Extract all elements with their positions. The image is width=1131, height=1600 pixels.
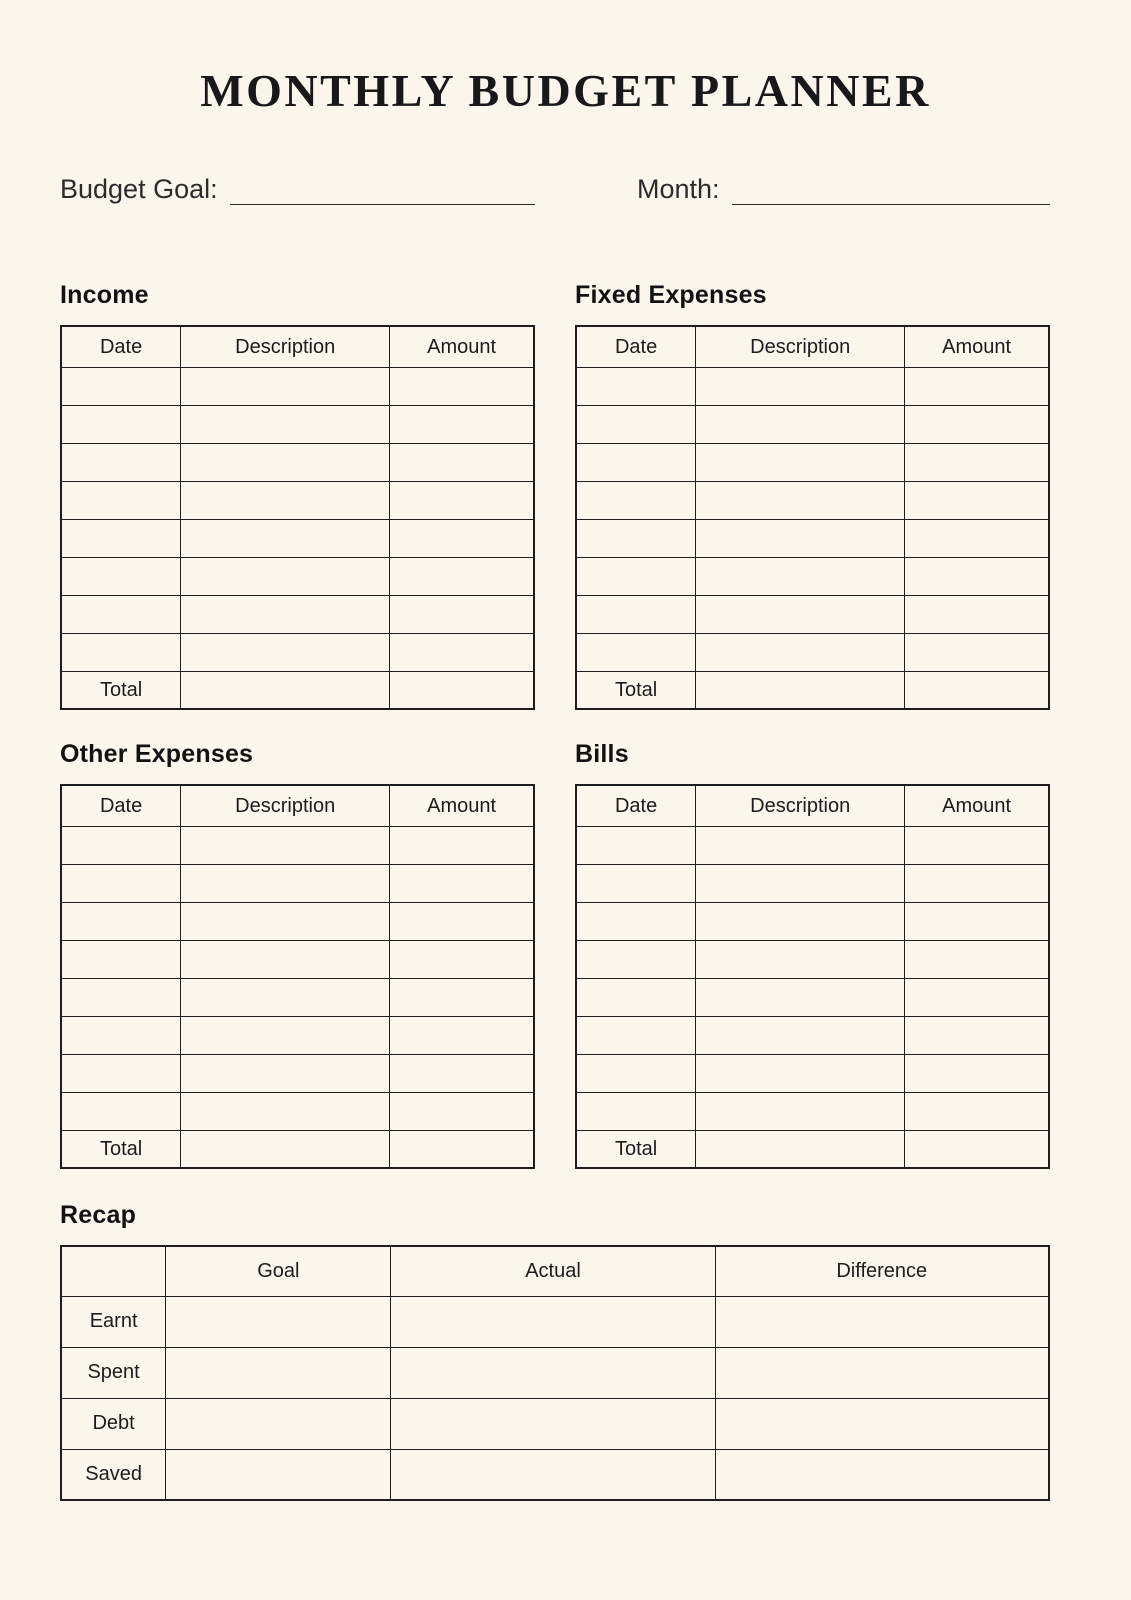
table-row xyxy=(576,1054,1049,1092)
empty-cell[interactable] xyxy=(905,864,1049,902)
column-header: Amount xyxy=(905,326,1049,367)
total-row xyxy=(61,1130,534,1168)
other-expenses-section xyxy=(60,740,535,1169)
row-label: Saved xyxy=(61,1449,166,1500)
empty-cell[interactable] xyxy=(390,633,534,671)
empty-cell[interactable] xyxy=(390,1092,534,1130)
header-row xyxy=(61,326,534,367)
empty-cell[interactable] xyxy=(905,367,1049,405)
empty-cell[interactable] xyxy=(390,826,534,864)
empty-cell[interactable] xyxy=(696,367,905,405)
empty-cell[interactable] xyxy=(166,1347,391,1398)
column-header: Date xyxy=(61,785,181,826)
empty-cell[interactable] xyxy=(696,519,905,557)
empty-cell[interactable] xyxy=(181,443,390,481)
empty-cell[interactable] xyxy=(181,481,390,519)
empty-cell[interactable] xyxy=(61,940,181,978)
empty-cell[interactable] xyxy=(61,443,181,481)
table-row xyxy=(576,864,1049,902)
table-row xyxy=(61,443,534,481)
empty-cell[interactable] xyxy=(390,902,534,940)
total-cell[interactable] xyxy=(181,671,390,709)
empty-cell[interactable] xyxy=(390,864,534,902)
table-row xyxy=(61,940,534,978)
table-row xyxy=(576,595,1049,633)
column-header: Goal xyxy=(166,1246,391,1296)
empty-cell[interactable] xyxy=(61,902,181,940)
row-label: Debt xyxy=(61,1398,166,1449)
empty-cell[interactable] xyxy=(905,519,1049,557)
empty-cell[interactable] xyxy=(61,864,181,902)
empty-cell[interactable] xyxy=(181,1016,390,1054)
header-row xyxy=(61,785,534,826)
empty-cell[interactable] xyxy=(905,595,1049,633)
table-row xyxy=(61,595,534,633)
empty-cell[interactable] xyxy=(166,1449,391,1500)
empty-cell[interactable] xyxy=(181,633,390,671)
empty-cell[interactable] xyxy=(61,519,181,557)
empty-cell[interactable] xyxy=(696,443,905,481)
month-input-line[interactable] xyxy=(732,173,1050,205)
empty-cell[interactable] xyxy=(61,978,181,1016)
income-heading: Income xyxy=(60,281,149,310)
empty-cell[interactable] xyxy=(715,1347,1049,1398)
empty-cell[interactable] xyxy=(696,826,905,864)
empty-cell[interactable] xyxy=(905,557,1049,595)
budget-goal-field xyxy=(60,173,535,205)
empty-cell[interactable] xyxy=(576,826,696,864)
empty-cell[interactable] xyxy=(390,1054,534,1092)
total-label: Total xyxy=(576,1130,696,1168)
table-row xyxy=(576,481,1049,519)
empty-cell[interactable] xyxy=(576,519,696,557)
empty-cell[interactable] xyxy=(181,940,390,978)
empty-cell[interactable] xyxy=(576,633,696,671)
table-row xyxy=(576,902,1049,940)
empty-cell[interactable] xyxy=(576,557,696,595)
table-row xyxy=(61,1296,1049,1347)
empty-cell[interactable] xyxy=(696,940,905,978)
empty-cell[interactable] xyxy=(61,367,181,405)
empty-cell[interactable] xyxy=(181,519,390,557)
column-header: Description xyxy=(181,326,390,367)
recap-section xyxy=(60,1201,1050,1501)
empty-cell[interactable] xyxy=(390,443,534,481)
total-cell[interactable] xyxy=(905,1130,1049,1168)
page-title: MONTHLY BUDGET PLANNER xyxy=(200,65,931,116)
empty-cell[interactable] xyxy=(61,557,181,595)
total-cell[interactable] xyxy=(696,671,905,709)
header-row xyxy=(61,1246,1049,1296)
header-row xyxy=(576,326,1049,367)
empty-cell[interactable] xyxy=(391,1347,715,1398)
empty-cell[interactable] xyxy=(905,978,1049,1016)
table-row xyxy=(576,443,1049,481)
total-label: Total xyxy=(61,1130,181,1168)
empty-cell[interactable] xyxy=(576,902,696,940)
empty-cell[interactable] xyxy=(166,1398,391,1449)
empty-cell[interactable] xyxy=(696,902,905,940)
month-label: Month: xyxy=(637,174,720,204)
empty-cell[interactable] xyxy=(61,1054,181,1092)
empty-cell[interactable] xyxy=(696,405,905,443)
empty-cell[interactable] xyxy=(576,940,696,978)
table-row xyxy=(61,1054,534,1092)
empty-cell[interactable] xyxy=(715,1449,1049,1500)
empty-cell[interactable] xyxy=(715,1398,1049,1449)
empty-cell[interactable] xyxy=(696,633,905,671)
table-row xyxy=(61,1016,534,1054)
fixed-expenses-table xyxy=(575,325,1050,710)
empty-cell[interactable] xyxy=(905,902,1049,940)
bills-heading: Bills xyxy=(575,740,629,769)
bills-table xyxy=(575,784,1050,1169)
empty-cell[interactable] xyxy=(390,595,534,633)
empty-cell[interactable] xyxy=(576,1016,696,1054)
table-row xyxy=(576,367,1049,405)
empty-cell[interactable] xyxy=(61,1092,181,1130)
total-cell[interactable] xyxy=(181,1130,390,1168)
column-header: Actual xyxy=(391,1246,715,1296)
total-label: Total xyxy=(61,671,181,709)
empty-cell[interactable] xyxy=(576,864,696,902)
empty-cell[interactable] xyxy=(390,367,534,405)
empty-cell[interactable] xyxy=(905,633,1049,671)
table-row xyxy=(576,633,1049,671)
table-row xyxy=(61,557,534,595)
empty-cell[interactable] xyxy=(181,595,390,633)
total-cell[interactable] xyxy=(390,671,534,709)
empty-cell[interactable] xyxy=(390,978,534,1016)
empty-cell[interactable] xyxy=(390,481,534,519)
column-header: Difference xyxy=(715,1246,1049,1296)
other-expenses-table xyxy=(60,784,535,1169)
empty-cell[interactable] xyxy=(166,1296,391,1347)
column-header xyxy=(61,1246,166,1296)
empty-cell[interactable] xyxy=(61,1016,181,1054)
recap-heading: Recap xyxy=(60,1201,137,1230)
empty-cell[interactable] xyxy=(576,1054,696,1092)
table-row xyxy=(61,826,534,864)
empty-cell[interactable] xyxy=(715,1296,1049,1347)
empty-cell[interactable] xyxy=(390,940,534,978)
empty-cell[interactable] xyxy=(696,557,905,595)
empty-cell[interactable] xyxy=(696,1016,905,1054)
table-row xyxy=(61,902,534,940)
empty-cell[interactable] xyxy=(61,826,181,864)
column-header: Date xyxy=(576,785,696,826)
budget-goal-label: Budget Goal: xyxy=(60,174,218,204)
budget-goal-input-line[interactable] xyxy=(230,173,535,205)
table-row xyxy=(576,1092,1049,1130)
empty-cell[interactable] xyxy=(696,595,905,633)
total-cell[interactable] xyxy=(696,1130,905,1168)
empty-cell[interactable] xyxy=(905,443,1049,481)
empty-cell[interactable] xyxy=(576,595,696,633)
column-header: Amount xyxy=(390,326,534,367)
row-label: Earnt xyxy=(61,1296,166,1347)
header-fields xyxy=(60,173,1050,205)
empty-cell[interactable] xyxy=(181,1054,390,1092)
recap-table xyxy=(60,1245,1050,1501)
column-header: Date xyxy=(61,326,181,367)
empty-cell[interactable] xyxy=(576,443,696,481)
table-row xyxy=(61,519,534,557)
empty-cell[interactable] xyxy=(391,1449,715,1500)
table-row xyxy=(576,405,1049,443)
table-row xyxy=(61,481,534,519)
empty-cell[interactable] xyxy=(181,557,390,595)
empty-cell[interactable] xyxy=(905,1054,1049,1092)
empty-cell[interactable] xyxy=(391,1296,715,1347)
empty-cell[interactable] xyxy=(390,1016,534,1054)
empty-cell[interactable] xyxy=(696,481,905,519)
table-row xyxy=(576,940,1049,978)
empty-cell[interactable] xyxy=(696,1054,905,1092)
fixed-expenses-heading: Fixed Expenses xyxy=(575,281,767,310)
empty-cell[interactable] xyxy=(905,1016,1049,1054)
empty-cell[interactable] xyxy=(181,826,390,864)
column-header: Amount xyxy=(390,785,534,826)
table-row xyxy=(61,1347,1049,1398)
budget-tables-grid xyxy=(60,281,1050,1169)
empty-cell[interactable] xyxy=(181,1092,390,1130)
total-row xyxy=(61,671,534,709)
month-field xyxy=(637,173,1050,205)
empty-cell[interactable] xyxy=(390,519,534,557)
table-row xyxy=(576,826,1049,864)
row-label: Spent xyxy=(61,1347,166,1398)
empty-cell[interactable] xyxy=(696,864,905,902)
total-cell[interactable] xyxy=(390,1130,534,1168)
table-row xyxy=(61,864,534,902)
column-header: Date xyxy=(576,326,696,367)
empty-cell[interactable] xyxy=(181,864,390,902)
empty-cell[interactable] xyxy=(61,405,181,443)
empty-cell[interactable] xyxy=(905,481,1049,519)
empty-cell[interactable] xyxy=(181,978,390,1016)
empty-cell[interactable] xyxy=(576,405,696,443)
table-row xyxy=(576,519,1049,557)
empty-cell[interactable] xyxy=(696,1092,905,1130)
total-cell[interactable] xyxy=(905,671,1049,709)
empty-cell[interactable] xyxy=(61,481,181,519)
empty-cell[interactable] xyxy=(905,405,1049,443)
fixed-expenses-section xyxy=(575,281,1050,710)
total-row xyxy=(576,671,1049,709)
empty-cell[interactable] xyxy=(61,633,181,671)
table-row xyxy=(61,405,534,443)
income-table xyxy=(60,325,535,710)
table-row xyxy=(576,557,1049,595)
table-row xyxy=(576,1016,1049,1054)
table-row xyxy=(61,1398,1049,1449)
table-row xyxy=(61,978,534,1016)
empty-cell[interactable] xyxy=(905,826,1049,864)
total-label: Total xyxy=(576,671,696,709)
empty-cell[interactable] xyxy=(61,595,181,633)
table-row xyxy=(61,1449,1049,1500)
column-header: Amount xyxy=(905,785,1049,826)
income-section xyxy=(60,281,535,710)
table-row xyxy=(576,978,1049,1016)
empty-cell[interactable] xyxy=(390,405,534,443)
empty-cell[interactable] xyxy=(181,902,390,940)
bills-section xyxy=(575,740,1050,1169)
empty-cell[interactable] xyxy=(391,1398,715,1449)
empty-cell[interactable] xyxy=(576,978,696,1016)
other-expenses-heading: Other Expenses xyxy=(60,740,254,769)
table-row xyxy=(61,367,534,405)
column-header: Description xyxy=(696,326,905,367)
empty-cell[interactable] xyxy=(390,557,534,595)
column-header: Description xyxy=(696,785,905,826)
empty-cell[interactable] xyxy=(576,481,696,519)
empty-cell[interactable] xyxy=(905,940,1049,978)
empty-cell[interactable] xyxy=(181,405,390,443)
column-header: Description xyxy=(181,785,390,826)
empty-cell[interactable] xyxy=(576,367,696,405)
total-row xyxy=(576,1130,1049,1168)
table-row xyxy=(61,1092,534,1130)
table-row xyxy=(61,633,534,671)
empty-cell[interactable] xyxy=(905,1092,1049,1130)
empty-cell[interactable] xyxy=(181,367,390,405)
empty-cell[interactable] xyxy=(696,978,905,1016)
empty-cell[interactable] xyxy=(576,1092,696,1130)
header-row xyxy=(576,785,1049,826)
